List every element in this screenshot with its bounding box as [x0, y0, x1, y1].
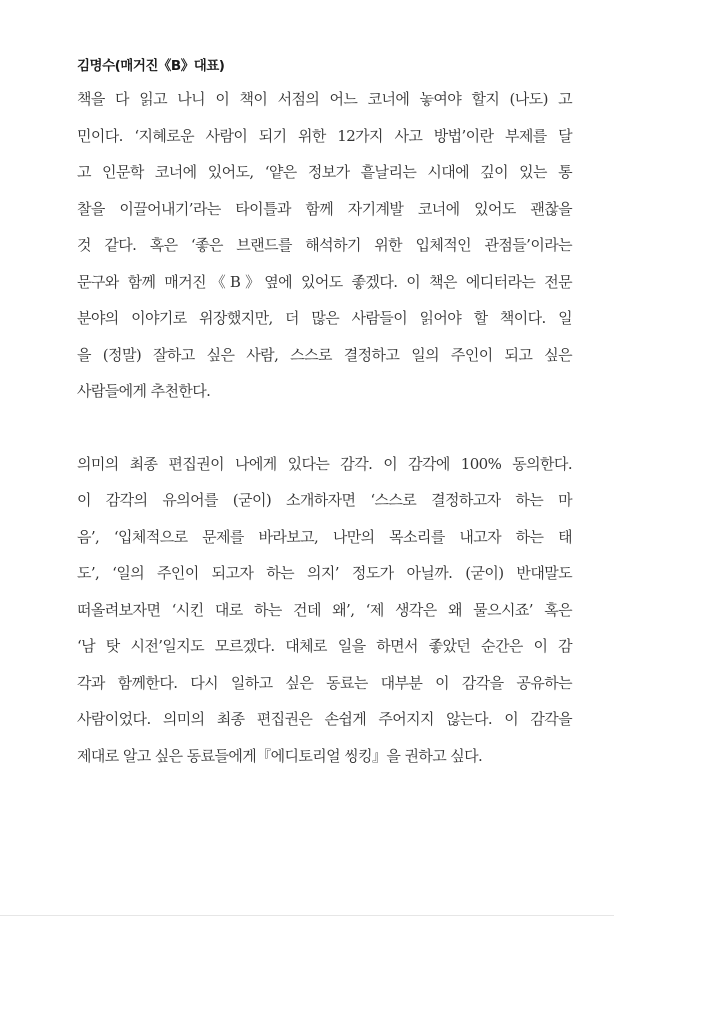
text-line: 도’, ‘일의 주인이 되고자 하는 의지’ 정도가 아닐까. (굳이) 반대말도	[77, 564, 572, 582]
text-line: 사람들에게 추천한다.	[77, 382, 211, 400]
text-line: 찰을 이끌어내기’라는 타이틀과 함께 자기계발 코너에 있어도 괜찮을	[77, 199, 572, 218]
text-line: 의미의 최종 편집권이 나에게 있다는 감각. 이 감각에 100% 동의한다.	[77, 454, 572, 473]
text-line: 문구와 함께 매거진《B》옆에 있어도 좋겠다. 이 책은 에디터라는 전문	[77, 272, 572, 291]
reviewer-name: 김명수(매거진《B》대표)	[77, 58, 225, 74]
text-line: 이 감각의 유의어를 (굳이) 소개하자면 ‘스스로 결정하고자 하는 마	[77, 491, 572, 509]
text-line: 각과 함께한다. 다시 일하고 싶은 동료는 대부분 이 감각을 공유하는	[77, 673, 572, 692]
text-line: 제대로 알고 싶은 동료들에게『에디토리얼 씽킹』을 권하고 싶다.	[77, 746, 483, 765]
section-divider	[0, 915, 614, 916]
text-line: 분야의 이야기로 위장했지만, 더 많은 사람들이 읽어야 할 책이다. 일	[77, 309, 572, 327]
text-line: 떠올려보자면 ‘시킨 대로 하는 건데 왜’, ‘제 생각은 왜 물으시죠’ 혹은	[77, 600, 572, 619]
text-line: ‘남 탓 시전’일지도 모르겠다. 대체로 일을 하면서 좋았던 순간은 이 감	[77, 637, 572, 655]
text-line: 것 같다. 혹은 ‘좋은 브랜드를 해석하기 위한 입체적인 관점들’이라는	[77, 236, 572, 254]
text-line: 고 인문학 코너에 있어도, ‘얕은 정보가 흩날리는 시대에 깊이 있는 통	[77, 163, 572, 181]
book-review	[77, 55, 572, 774]
text-line: 민이다. ‘지혜로운 사람이 되기 위한 12가지 사고 방법’이란 부제를 달	[77, 126, 572, 145]
review-paragraph-2	[77, 446, 572, 775]
paragraph-spacer	[77, 410, 572, 446]
text-line: 사람이었다. 의미의 최종 편집권은 손쉽게 주어지지 않는다. 이 감각을	[77, 710, 572, 728]
text-line: 음’, ‘입체적으로 문제를 바라보고, 나만의 목소리를 내고자 하는 태	[77, 527, 572, 546]
text-line: 을 (정말) 잘하고 싶은 사람, 스스로 결정하고 일의 주인이 되고 싶은	[77, 345, 572, 364]
text-line: 책을 다 읽고 나니 이 책이 서점의 어느 코너에 놓여야 할지 (나도) 고	[77, 90, 572, 108]
review-paragraph-1	[77, 81, 572, 410]
